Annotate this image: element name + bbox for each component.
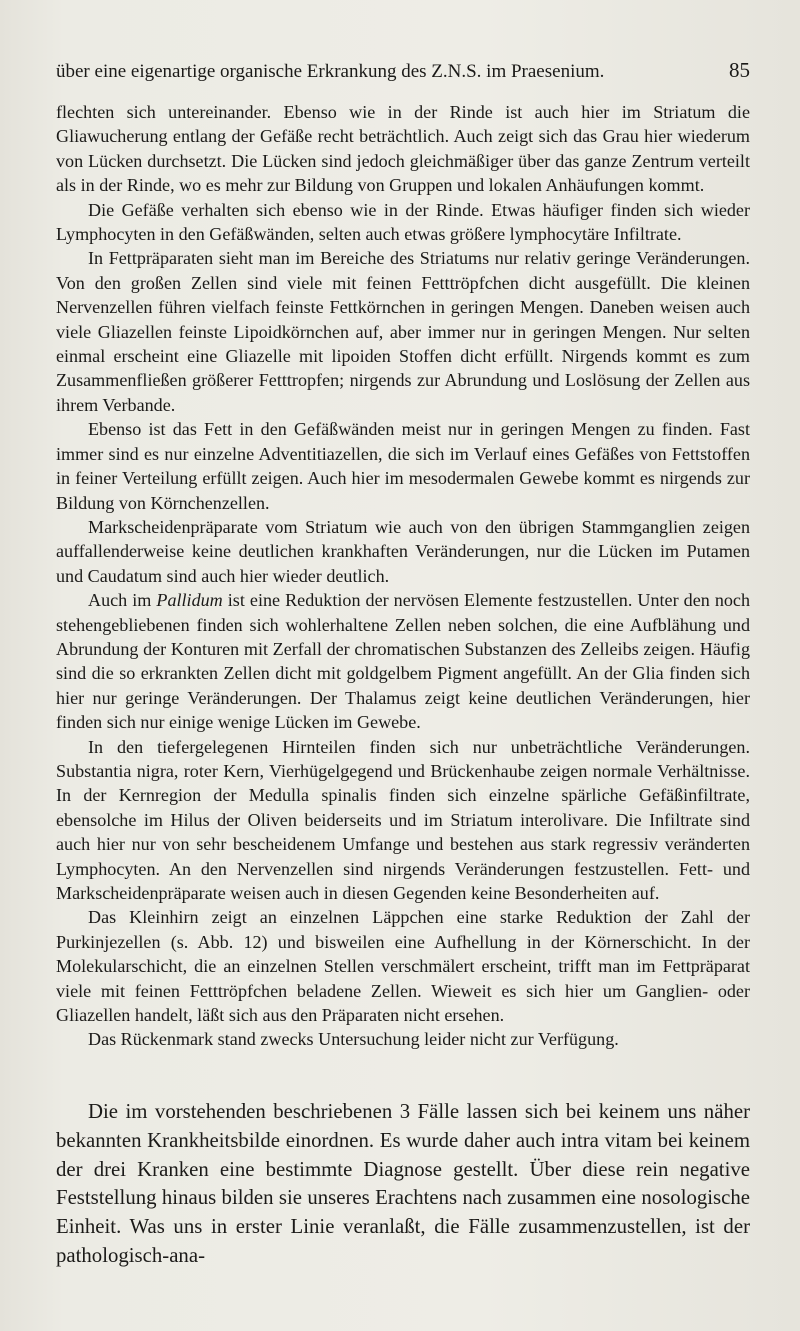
body-text — [56, 100, 750, 1052]
paragraph: Die Gefäße verhalten sich ebenso wie in der Rinde. Etwas häufiger finden sich wieder Lymphocyten in den Gefäßwänden, selten auch etwas größere lymphocytäre Infiltrate. — [56, 199, 750, 245]
conclusion-text — [56, 1098, 750, 1271]
paragraph: In Fettpräparaten sieht man im Bereiche des Striatums nur relativ geringe Veränderungen. Von den großen Zellen sind viele mit feinen Fetttröpfchen dicht ausgefüllt. Die kleinen Nervenzellen führen vielfach feinste Fettkörnchen in geringen Mengen. Daneben weisen auch viele Gliazellen feinste Lipoidkörnchen auf, aber immer nur in geringen Mengen. Nur selten einmal erscheint eine Gliazelle mit lipoiden Stoffen dicht erfüllt. Nirgends kommt es zum Zusammenfließen größerer Fetttropfen; nirgends zur Abrundung und Loslösung der Zellen aus ihrem Verbande. — [56, 248, 750, 415]
running-title: über eine eigenartige organische Erkrankung des Z.N.S. im Praesenium. — [56, 61, 605, 82]
paragraph: Ebenso ist das Fett in den Gefäßwänden meist nur in geringen Mengen zu finden. Fast immer sind es nur einzelne Adventitiazellen, die sich im Verlauf eines Gefäßes von Fettstoffen in feiner Verteilung erfüllt zeigen. Auch hier im mesodermalen Gewebe kommt es nirgends zur Bildung von Körnchenzellen. — [56, 419, 750, 513]
paragraph: Das Rückenmark stand zwecks Untersuchung leider nicht zur Verfügung. — [88, 1029, 619, 1050]
paragraph: In den tiefergelegenen Hirnteilen finden sich nur unbeträchtliche Veränderungen. Substantia nigra, roter Kern, Vierhügelgegend und Brückenhaube zeigen normale Verhältnisse. In der Kernregion der Medulla spinalis finden sich einzelne spärliche Gefäßinfiltrate, ebensolche im Hilus der Oliven beiderseits und im Striatum interolivare. Die Infiltrate sind auch hier nur von sehr bescheidenem Umfange und bestehen aus stark regressiv veränderten Lymphocyten. An den Nervenzellen sind nirgends Veränderungen festzustellen. Fett- und Markscheidenpräparate weisen auch in diesen Gegenden keine Besonderheiten auf. — [56, 736, 750, 903]
paragraph: Das Kleinhirn zeigt an einzelnen Läppchen eine starke Reduktion der Zahl der Purkinjezellen (s. Abb. 12) und bisweilen eine Aufhellung in der Körnerschicht. In der Molekularschicht, die an einzelnen Stellen verschmälert erscheint, trifft man im Fettpräparat viele mit feinen Fetttröpfchen beladene Zellen. Wieweit es sich hier um Ganglien- oder Gliazellen handelt, läßt sich aus den Präparaten nicht ersehen. — [56, 907, 750, 1026]
page-number: 85 — [729, 58, 750, 82]
paragraph: flechten sich untereinander. Ebenso wie in der Rinde ist auch hier im Striatum die Gliawucherung entlang der Gefäße recht beträchtlich. Auch zeigt sich das Grau hier wiederum von Lücken durchsetzt. Die Lücken sind jedoch gleichmäßiger über das ganze Zentrum verteilt als in der Rinde, wo es mehr zur Bildung von Gruppen und lokalen Anhäufungen kommt. — [56, 102, 750, 196]
italic-term-pallidum: Pallidum — [156, 590, 223, 611]
running-header — [56, 58, 750, 90]
paragraph-large: Die im vorstehenden beschriebenen 3 Fälle lassen sich bei keinem uns näher bekannten Krankheitsbilde einordnen. Es wurde daher auch intra vitam bei keinem der drei Kranken eine bestimmte Diagnose gestellt. Über diese rein negative Feststellung hinaus bilden sie unseres Erachtens nach zusammen eine nosologische Einheit. Was uns in erster Linie veranlaßt, die Fälle zusammenzustellen, ist der pathologisch-ana- — [56, 1100, 750, 1267]
paragraph-lead: Auch im — [88, 590, 157, 611]
paragraph: Markscheidenpräparate vom Striatum wie auch von den übrigen Stammganglien zeigen auffallenderweise keine deutlichen krankhaften Veränderungen, nur die Lücken im Putamen und Caudatum sind auch hier wieder deutlich. — [56, 516, 750, 586]
paragraph-rest: ist eine Reduktion der nervösen Elemente festzustellen. Unter den noch stehengebliebenen finden sich wohlerhaltene Zellen neben solchen, die eine Aufblähung und Abrundung der Konturen mit Zerfall der chromatischen Substanzen des Zelleibs zeigen. Häufig sind die so erkrankten Zellen dicht mit goldgelbem Pigment angefüllt. An der Glia finden sich hier nur geringe Veränderungen. Der Thalamus zeigt keine deutlichen Veränderungen, hier finden sich nur einige wenige Lücken im Gewebe. — [56, 590, 750, 733]
paragraph — [56, 588, 750, 734]
